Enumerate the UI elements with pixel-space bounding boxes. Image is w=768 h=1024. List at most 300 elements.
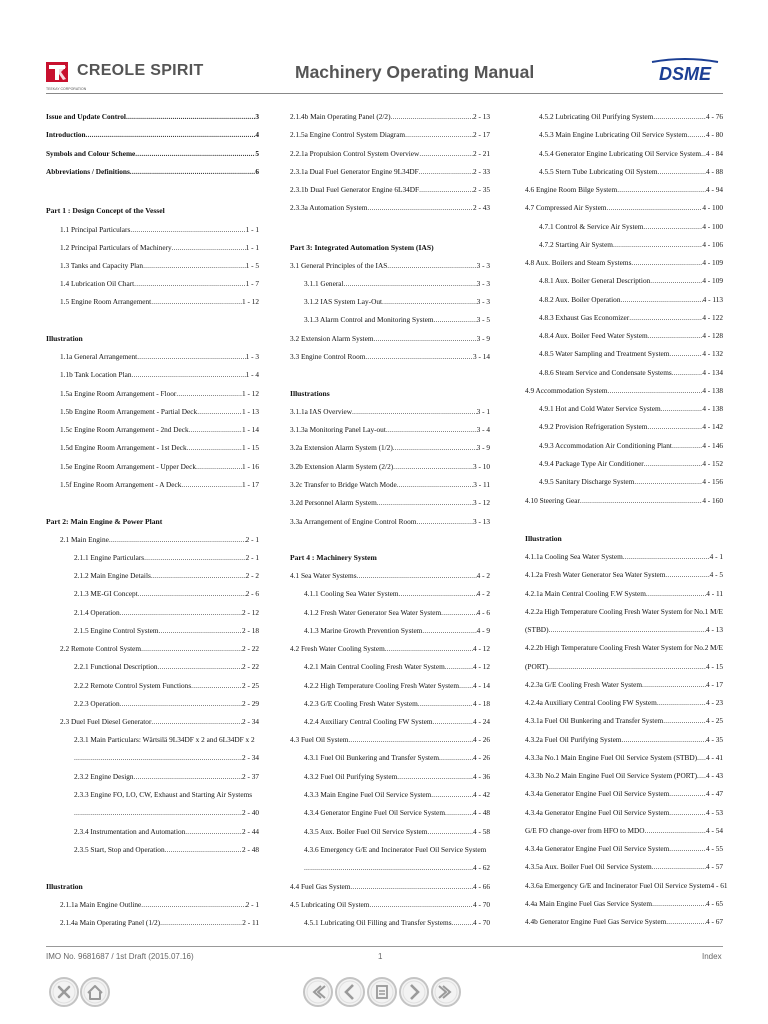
toc-entry-title: 4.3.6a Emergency G/E and Incinerator Fuel Oil Service System xyxy=(525,881,711,890)
toc-entry[interactable] xyxy=(290,898,490,911)
toc-entry[interactable] xyxy=(290,642,490,655)
toc-entry-title: 4.3.5a Aux. Boiler Fuel Oil Service System xyxy=(525,862,652,871)
toc-entry-title: 4.5.5 Stern Tube Lubricating Oil System xyxy=(539,167,658,176)
toc-entry[interactable] xyxy=(46,350,259,363)
toc-entry[interactable] xyxy=(46,697,259,710)
toc-entry[interactable] xyxy=(525,147,723,160)
dot-leader xyxy=(648,329,703,342)
section-heading: Illustration xyxy=(46,882,83,891)
toc-entry[interactable] xyxy=(46,277,259,290)
dot-leader xyxy=(629,311,702,324)
toc-entry[interactable] xyxy=(290,679,490,692)
toc-entry[interactable] xyxy=(46,788,259,801)
toc-entry-title: 4.9.3 Accommodation Air Conditioning Plant xyxy=(539,441,672,450)
toc-entry[interactable] xyxy=(46,624,259,637)
dot-leader xyxy=(397,478,474,491)
dot-leader xyxy=(549,623,706,636)
toc-entry-title: 4.5.3 Main Engine Lubricating Oil Service System xyxy=(539,130,688,139)
toc-entry-title: 4.7 Compressed Air System xyxy=(525,203,607,212)
toc-entry[interactable] xyxy=(525,915,723,928)
toc-entry[interactable] xyxy=(525,183,723,196)
toc-entry[interactable] xyxy=(46,460,259,473)
toc-entry[interactable] xyxy=(525,806,723,819)
toc-entry[interactable] xyxy=(290,916,490,929)
toc-entry[interactable] xyxy=(290,515,490,528)
toc-entry[interactable] xyxy=(525,769,723,782)
first-page-button[interactable] xyxy=(302,976,334,1008)
toc-entry[interactable] xyxy=(290,423,490,436)
close-button[interactable] xyxy=(48,976,80,1008)
toc-entry[interactable] xyxy=(525,238,723,251)
dot-leader xyxy=(86,128,256,141)
toc-entry-page: 2 - 33 xyxy=(472,167,490,176)
toc-entry[interactable] xyxy=(525,384,723,397)
dot-leader xyxy=(132,368,246,381)
toc-entry[interactable] xyxy=(46,843,259,856)
dot-leader xyxy=(141,898,245,911)
previous-icon xyxy=(334,976,366,1008)
toc-entry[interactable] xyxy=(525,457,723,470)
next-page-button[interactable] xyxy=(398,976,430,1008)
dot-leader xyxy=(387,259,476,272)
toc-entry-page: 3 - 10 xyxy=(472,462,490,471)
close-icon xyxy=(48,976,80,1008)
dot-leader xyxy=(445,806,473,819)
toc-entry[interactable] xyxy=(46,368,259,381)
toc-entry[interactable] xyxy=(525,751,723,764)
toc-entry[interactable] xyxy=(525,329,723,342)
toc-entry[interactable] xyxy=(525,787,723,800)
header-divider xyxy=(46,93,723,94)
toc-entry-page: 4 - 18 xyxy=(472,699,490,708)
toc-entry[interactable] xyxy=(290,405,490,418)
dot-leader xyxy=(663,714,706,727)
toc-entry[interactable] xyxy=(46,679,259,692)
toc-entry[interactable] xyxy=(525,568,723,581)
toc-entry-title: 1.1a General Arrangement xyxy=(60,352,138,361)
toc-entry-page: 4 - 6 xyxy=(476,608,490,617)
dot-leader xyxy=(606,201,702,214)
toc-entry-title: 4.5.1 Lubricating Oil Filling and Transfer Systems xyxy=(304,918,452,927)
toc-entry-title: 3.1.3a Monitoring Panel Lay-out xyxy=(290,425,386,434)
toc-entry-title: 3.3 Engine Control Room xyxy=(290,352,366,361)
toc-entry[interactable] xyxy=(525,475,723,488)
toc-entry-title: 4.10 Steering Gear xyxy=(525,496,580,505)
toc-entry[interactable] xyxy=(46,405,259,418)
toc-entry-page: 4 - 65 xyxy=(705,899,723,908)
toc-entry-page: 1 - 17 xyxy=(241,480,259,489)
toc-entry[interactable] xyxy=(525,587,723,600)
toc-entry-page: 5 xyxy=(255,149,259,158)
toc-entry[interactable] xyxy=(46,898,259,911)
toc-entry-title: 4.3.3 Main Engine Fuel Oil Service System xyxy=(304,790,432,799)
dot-leader xyxy=(653,110,706,123)
dot-leader xyxy=(427,825,473,838)
toc-entry-page: 4 - 88 xyxy=(705,167,723,176)
toc-entry-page: 2 - 48 xyxy=(241,845,259,854)
toc-entry-page: 3 - 3 xyxy=(476,297,490,306)
toc-entry-title: 1.5f Engine Room Arrangement - A Deck xyxy=(60,480,182,489)
toc-entry[interactable] xyxy=(46,715,259,728)
toc-entry-title: 2.2 Remote Control System xyxy=(60,644,142,653)
toc-entry-title: (STBD) xyxy=(525,625,549,634)
toc-entry-title: 4.3.4a Generator Engine Fuel Oil Service System xyxy=(525,789,670,798)
toc-entry-page: 1 - 12 xyxy=(241,297,259,306)
toc-entry-title: 4.3.5 Aux. Boiler Fuel Oil Service System xyxy=(304,827,428,836)
toc-entry[interactable] xyxy=(525,733,723,746)
dot-leader xyxy=(669,347,702,360)
toc-entry[interactable] xyxy=(290,770,490,783)
toc-entry[interactable] xyxy=(46,606,259,619)
dot-leader xyxy=(196,460,242,473)
dot-leader xyxy=(304,861,473,874)
toc-entry[interactable] xyxy=(290,441,490,454)
toc-entry-page: 3 - 14 xyxy=(472,352,490,361)
toc-entry[interactable] xyxy=(525,842,723,855)
toc-entry[interactable] xyxy=(290,147,490,160)
toc-entry[interactable] xyxy=(290,715,490,728)
toc-entry[interactable] xyxy=(46,825,259,838)
dot-leader xyxy=(621,733,705,746)
toc-entry[interactable] xyxy=(290,806,490,819)
toc-entry[interactable] xyxy=(46,642,259,655)
toc-entry-page: 4 - 80 xyxy=(705,130,723,139)
toc-entry[interactable] xyxy=(525,678,723,691)
toc-entry-page: 4 - 58 xyxy=(472,827,490,836)
toc-entry[interactable] xyxy=(46,587,259,600)
toc-entry-page: 4 - 23 xyxy=(705,698,723,707)
dot-leader xyxy=(130,165,256,178)
toc-entry-title: 3.1.1a IAS Overview xyxy=(290,407,353,416)
toc-entry-title: 3.2 Extension Alarm System xyxy=(290,334,374,343)
toc-entry-page: 4 - 17 xyxy=(705,680,723,689)
toc-entry[interactable]: 4.2.2a High Temperature Cooling Fresh Water System for No.1 M/E xyxy=(525,607,723,616)
toc-entry-title: 4.3.1 Fuel Oil Bunkering and Transfer System xyxy=(304,753,439,762)
toc-entry-title: 4.1 Sea Water Systems xyxy=(290,571,357,580)
toc-entry-page: 3 - 1 xyxy=(476,407,490,416)
toc-entry-page: 4 - 70 xyxy=(472,900,490,909)
toc-entry[interactable] xyxy=(290,880,490,893)
toc-entry[interactable] xyxy=(290,313,490,326)
toc-entry[interactable] xyxy=(46,423,259,436)
toc-entry[interactable] xyxy=(46,223,259,236)
toc-entry-title: 1.5 Engine Room Arrangement xyxy=(60,297,152,306)
toc-entry[interactable] xyxy=(525,550,723,563)
toc-entry[interactable] xyxy=(525,347,723,360)
toc-entry-page: 2 - 2 xyxy=(245,571,259,580)
toc-entry-page: 4 - 156 xyxy=(702,477,723,486)
toc-entry-title: 3.1.1 General xyxy=(304,279,344,288)
dot-leader xyxy=(687,128,706,141)
toc-entry[interactable] xyxy=(290,183,490,196)
footer-divider xyxy=(46,946,723,947)
dot-leader xyxy=(652,860,706,873)
dot-leader xyxy=(189,423,242,436)
toc-entry-title: 3.3a Arrangement of Engine Control Room xyxy=(290,517,417,526)
section-heading: Illustration xyxy=(525,534,562,543)
toc-entry[interactable] xyxy=(46,441,259,454)
toc-entry-page: 4 - 142 xyxy=(702,422,723,431)
toc-entry-page: 4 - 106 xyxy=(702,240,723,249)
toc-entry-title: 2.3.3a Automation System xyxy=(290,203,368,212)
toc-entry[interactable] xyxy=(290,788,490,801)
toc-entry-title: 2.3.4 Instrumentation and Automation xyxy=(74,827,186,836)
toc-entry-page: 4 - 53 xyxy=(705,808,723,817)
toc-entry-page: 4 - 152 xyxy=(702,459,723,468)
dot-leader xyxy=(434,313,477,326)
toc-entry[interactable] xyxy=(46,551,259,564)
dot-leader xyxy=(134,277,245,290)
home-button[interactable] xyxy=(79,976,111,1008)
toc-entry-page: 2 - 34 xyxy=(241,717,259,726)
toc-entry[interactable] xyxy=(46,259,259,272)
toc-entry-title: 4.3.1a Fuel Oil Bunkering and Transfer System xyxy=(525,716,664,725)
toc-entry[interactable] xyxy=(290,201,490,214)
toc-entry-page: 1 - 7 xyxy=(245,279,259,288)
dot-leader xyxy=(382,295,477,308)
dot-leader xyxy=(613,238,702,251)
toc-entry-page: 2 - 6 xyxy=(245,589,259,598)
dot-leader xyxy=(647,420,702,433)
toc-entry[interactable] xyxy=(525,494,723,507)
toc-entry[interactable] xyxy=(525,439,723,452)
toc-entry-page: 4 - 2 xyxy=(476,571,490,580)
toc-entry[interactable] xyxy=(290,460,490,473)
toc-entry-page: 2 - 21 xyxy=(472,149,490,158)
toc-entry-page: 1 - 13 xyxy=(241,407,259,416)
toc-entry[interactable] xyxy=(290,350,490,363)
toc-entry[interactable] xyxy=(525,420,723,433)
toc-entry[interactable] xyxy=(46,478,259,491)
dot-leader xyxy=(134,770,242,783)
toc-entry-title: 4.5.4 Generator Engine Lubricating Oil Service System xyxy=(539,149,702,158)
toc-entry[interactable] xyxy=(290,751,490,764)
toc-entry-title: 1.5d Engine Room Arrangement - 1st Deck xyxy=(60,443,187,452)
toc-entry[interactable] xyxy=(525,220,723,233)
dot-leader xyxy=(126,110,255,123)
toc-entry-page: 2 - 1 xyxy=(245,535,259,544)
toc-entry-title: 4.1.2 Fresh Water Generator Sea Water System xyxy=(304,608,442,617)
toc-entry-page: 4 - 54 xyxy=(705,826,723,835)
first-page-icon xyxy=(302,976,334,1008)
toc-entry-page: 2 - 18 xyxy=(241,626,259,635)
toc-entry-page: 4 - 70 xyxy=(472,918,490,927)
toc-entry[interactable] xyxy=(290,110,490,123)
toc-entry-page: 4 - 2 xyxy=(476,589,490,598)
toc-entry-page: 4 - 14 xyxy=(472,681,490,690)
toc-entry[interactable] xyxy=(525,660,723,673)
dot-leader xyxy=(416,515,473,528)
toc-entry-title: 4.9.2 Provision Refrigeration System xyxy=(539,422,648,431)
toc-entry[interactable] xyxy=(290,478,490,491)
print-button[interactable] xyxy=(366,976,398,1008)
toc-entry[interactable] xyxy=(290,697,490,710)
toc-entry-page: 4 - 128 xyxy=(702,331,723,340)
toc-entry[interactable] xyxy=(46,569,259,582)
toc-entry-title: 4.5.2 Lubricating Oil Purifying System xyxy=(539,112,654,121)
toc-entry-title: 4.5 Lubricating Oil System xyxy=(290,900,370,909)
toc-entry[interactable] xyxy=(290,259,490,272)
toc-entry-page: 2 - 25 xyxy=(241,681,259,690)
toc-entry-page: 1 - 4 xyxy=(245,370,259,379)
toc-entry-title: 2.2.2 Remote Control System Functions xyxy=(74,681,192,690)
toc-entry-title: 4.9 Accommodation System xyxy=(525,386,608,395)
toc-entry-title: 4.3.4a Generator Engine Fuel Oil Service System xyxy=(525,844,670,853)
toc-entry-title: 1.5c Engine Room Arrangement - 2nd Deck xyxy=(60,425,189,434)
toc-entry[interactable] xyxy=(525,110,723,123)
toc-entry[interactable] xyxy=(46,241,259,254)
dot-leader xyxy=(374,332,477,345)
footer-document-id: IMO No. 9681687 / 1st Draft (2015.07.16) xyxy=(46,952,194,961)
toc-entry-page: 4 - 48 xyxy=(472,808,490,817)
toc-entry-title: 4.9.4 Package Type Air Conditioner xyxy=(539,459,644,468)
toc-entry[interactable] xyxy=(290,587,490,600)
toc-entry-page: 4 - 84 xyxy=(705,149,723,158)
toc-entry[interactable] xyxy=(290,843,490,856)
dot-leader xyxy=(634,475,702,488)
toc-entry[interactable]: 4.2.2b High Temperature Cooling Fresh Water System for No.2 M/E xyxy=(525,643,723,652)
toc-entry[interactable] xyxy=(46,916,259,929)
dot-leader xyxy=(580,494,702,507)
toc-entry[interactable] xyxy=(46,660,259,673)
toc-entry-page: 2 - 37 xyxy=(241,772,259,781)
dot-leader xyxy=(646,587,706,600)
dot-leader xyxy=(643,220,702,233)
toc-entry[interactable] xyxy=(290,165,490,178)
toc-entry[interactable] xyxy=(525,714,723,727)
toc-entry[interactable] xyxy=(46,533,259,546)
toc-entry-title: 2.1.5a Engine Control System Diagram xyxy=(290,130,406,139)
toc-entry-page: 4 - 100 xyxy=(702,222,723,231)
toc-entry-page: 4 - 57 xyxy=(705,862,723,871)
toc-entry-page: 3 - 12 xyxy=(472,498,490,507)
toc-entry-title: 4.6 Engine Room Bilge System xyxy=(525,185,618,194)
toc-entry[interactable] xyxy=(290,733,490,746)
toc-entry[interactable] xyxy=(290,295,490,308)
toc-entry-page: 1 - 1 xyxy=(245,225,259,234)
toc-entry-page: 2 - 29 xyxy=(241,699,259,708)
section-heading: Part 3: Integrated Automation System (IAS) xyxy=(290,243,434,252)
toc-entry[interactable] xyxy=(525,824,723,837)
toc-entry[interactable] xyxy=(525,274,723,287)
toc-entry[interactable] xyxy=(46,751,259,764)
toc-entry-page: 3 - 13 xyxy=(472,517,490,526)
toc-entry-page: 4 - 61 xyxy=(710,881,728,890)
section-heading: Part 4 : Machinery System xyxy=(290,553,377,562)
toc-entry-title: 3.2c Transfer to Bridge Watch Mode xyxy=(290,480,397,489)
toc-entry[interactable] xyxy=(525,366,723,379)
toc-entry[interactable] xyxy=(525,201,723,214)
toc-entry[interactable] xyxy=(290,332,490,345)
toc-entry[interactable] xyxy=(46,295,259,308)
toc-entry-page: 4 - 94 xyxy=(705,185,723,194)
dot-leader xyxy=(617,183,706,196)
toc-entry[interactable] xyxy=(46,770,259,783)
toc-entry-page: 2 - 35 xyxy=(472,185,490,194)
dot-leader xyxy=(433,715,473,728)
toc-entry-title: Introduction xyxy=(46,130,86,139)
toc-entry-title: 2.2.1a Propulsion Control System Overview xyxy=(290,149,420,158)
toc-entry[interactable] xyxy=(290,128,490,141)
dot-leader xyxy=(377,496,473,509)
dot-leader xyxy=(138,587,246,600)
toc-entry[interactable] xyxy=(525,256,723,269)
toc-entry-page: 2 - 12 xyxy=(241,608,259,617)
toc-entry[interactable] xyxy=(46,165,259,178)
toc-entry[interactable] xyxy=(525,402,723,415)
toc-entry[interactable] xyxy=(525,696,723,709)
toc-entry-page: 2 - 40 xyxy=(241,808,259,817)
toc-entry-title: 1.5b Engine Room Arrangement - Partial Deck xyxy=(60,407,198,416)
toc-entry-page: 1 - 15 xyxy=(241,443,259,452)
toc-entry[interactable] xyxy=(525,165,723,178)
toc-entry[interactable] xyxy=(525,623,723,636)
dot-leader xyxy=(661,402,703,415)
toc-entry[interactable] xyxy=(290,825,490,838)
toc-entry-page: 4 - 9 xyxy=(476,626,490,635)
toc-entry[interactable] xyxy=(46,733,259,746)
last-page-button[interactable] xyxy=(430,976,462,1008)
toc-entry[interactable] xyxy=(290,624,490,637)
toc-entry[interactable] xyxy=(525,311,723,324)
toc-entry[interactable] xyxy=(525,897,723,910)
dot-leader xyxy=(666,915,706,928)
toc-entry-page: 1 - 12 xyxy=(241,389,259,398)
toc-entry-title: 1.2 Principal Particulars of Machinery xyxy=(60,243,172,252)
previous-page-button[interactable] xyxy=(334,976,366,1008)
toc-entry[interactable] xyxy=(46,147,259,160)
toc-entry-title: 4.8.2 Aux. Boiler Operation xyxy=(539,295,621,304)
toc-entry-title: 1.4 Lubrication Oil Chart xyxy=(60,279,135,288)
toc-entry-page: 4 - 67 xyxy=(705,917,723,926)
toc-entry[interactable] xyxy=(525,860,723,873)
toc-entry-page: 4 - 146 xyxy=(702,441,723,450)
toc-entry[interactable] xyxy=(525,128,723,141)
toc-entry[interactable] xyxy=(525,293,723,306)
toc-entry[interactable] xyxy=(46,806,259,819)
toc-entry-page: 2 - 13 xyxy=(472,112,490,121)
toc-entry[interactable] xyxy=(46,110,259,123)
toc-entry-title: 2.3.1a Dual Fuel Generator Engine 9L34DF xyxy=(290,167,419,176)
toc-entry-page: 3 - 4 xyxy=(476,425,490,434)
dot-leader xyxy=(620,293,702,306)
toc-entry[interactable] xyxy=(290,277,490,290)
toc-entry-title: 4.1.1 Cooling Sea Water System xyxy=(304,589,399,598)
toc-entry[interactable] xyxy=(525,879,728,892)
toc-entry-title: 4.3.3b No.2 Main Engine Fuel Oil Service System (PORT) xyxy=(525,771,698,780)
toc-entry-page: 4 - 1 xyxy=(709,552,723,561)
toc-entry-title: 2.1.2 Main Engine Details xyxy=(74,571,151,580)
toc-entry[interactable] xyxy=(290,496,490,509)
toc-entry[interactable] xyxy=(290,660,490,673)
toc-entry-page: 1 - 1 xyxy=(245,243,259,252)
toc-entry-page: 6 xyxy=(255,167,259,176)
section-heading: Part 1 : Design Concept of the Vessel xyxy=(46,206,165,215)
toc-entry-page: 4 - 109 xyxy=(702,258,723,267)
dot-leader xyxy=(130,223,245,236)
dot-leader xyxy=(452,916,473,929)
brand-name: CREOLE SPIRIT xyxy=(77,62,204,79)
toc-entry[interactable] xyxy=(46,387,259,400)
toc-entry[interactable] xyxy=(290,569,490,582)
toc-entry[interactable] xyxy=(290,861,490,874)
dot-leader xyxy=(459,679,473,692)
toc-entry[interactable] xyxy=(290,606,490,619)
toc-entry[interactable] xyxy=(46,128,259,141)
toc-entry-title: 1.5e Engine Room Arrangement - Upper Deck xyxy=(60,462,196,471)
toc-entry-page: 4 - 43 xyxy=(705,771,723,780)
dot-leader xyxy=(665,568,709,581)
